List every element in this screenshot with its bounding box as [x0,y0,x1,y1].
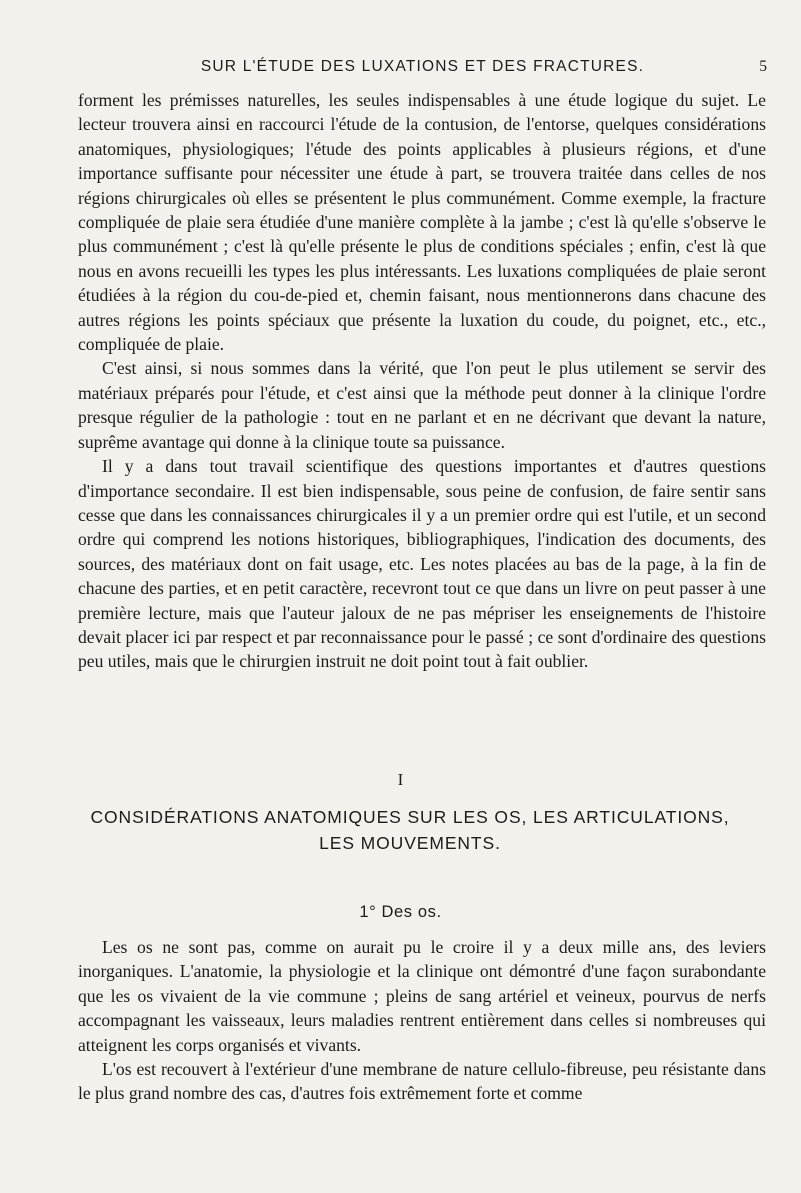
page-number: 5 [759,58,767,75]
paragraph: Les os ne sont pas, comme on aurait pu le croire il y a deux mille ans, des leviers inorganiques. L'anatomie, la physiologie et la clinique ont démontré d'une façon surabondante que les os vivaient de la vie commune ; pleins de sang artériel et veineux, pourvus de nerfs accompagnant les vaisseaux, leurs maladies rentrent entièrement dans celles si nombreuses qui atteignent les corps organisés et vivants. [78,937,766,1055]
running-title: SUR L'ÉTUDE DES LUXATIONS ET DES FRACTURES. [200,58,645,75]
section-title: CONSIDÉRATIONS ANATOMIQUES SUR LES OS, LES ARTICULATIONS, LES MOUVEMENTS. [90,807,730,853]
subsection-title: 1° Des os. [359,903,442,921]
paragraph: L'os est recouvert à l'extérieur d'une membrane de nature cellulo-fibreuse, peu résistante dans le plus grand nombre des cas, d'autres fois extrêmement forte et comme [78,1059,766,1104]
body-text [78,88,766,674]
section-body-text [78,935,766,1106]
paragraph: Il y a dans tout travail scientifique des questions importantes et d'autres questions d'importance secondaire. Il est bien indispensable, sous peine de confusion, de faire sentir sans cesse que dans les connaissances chirurgicales il y a un premier ordre qui est l'utile, et un second ordre qui comprend les notions historiques, bibliographiques, l'indication des documents, des sources, des matériaux dont on fait usage, etc. Les notes placées au bas de la page, à la fin de chacune des parties, et en petit caractère, recevront tout ce que dans un livre on peut passer à une première lecture, mais que l'auteur jaloux de ne pas mépriser les enseignements de l'histoire devait placer ici par respect et par reconnaissance pour le passé ; ce sont d'ordinaire des questions peu utiles, mais que le chirurgien instruit ne doit point tout à fait oublier. [78,456,766,672]
section-number: I [397,770,404,789]
paragraph: C'est ainsi, si nous sommes dans la vérité, que l'on peut le plus utilement se servir des matériaux préparés pour l'étude, et c'est ainsi que la méthode peut donner à la clinique l'ordre presque régulier de la pathologie : tout en ne parlant et en ne décrivant que devant la nature, suprême avantage qui donne à la clinique toute sa puissance. [78,358,766,452]
paragraph: forment les prémisses naturelles, les seules indispensables à une étude logique du sujet. Le lecteur trouvera ainsi en raccourci l'étude de la contusion, de l'entorse, quelques considérations anatomiques, physiologiques; l'étude des points applicables à plusieurs régions, et d'une importance suffisante pour nécessiter une étude à part, se trouvera traitée dans celles de nos régions chirurgicales où elles se présentent le plus communément. Comme exemple, la fracture compliquée de plaie sera étudiée d'une manière complète à la jambe ; c'est là qu'elle s'observe le plus communément ; c'est là qu'elle présente le plus de conditions spéciales ; enfin, c'est là que nous en avons recueilli les types les plus intéressants. Les luxations compliquées de plaie seront étudiées à la région du cou-de-pied et, chemin faisant, nous mentionnerons dans chacune des autres régions les points spéciaux que présente la luxation du coude, du poignet, etc., etc., compliquée de plaie. [78,90,766,355]
running-head [70,58,775,80]
